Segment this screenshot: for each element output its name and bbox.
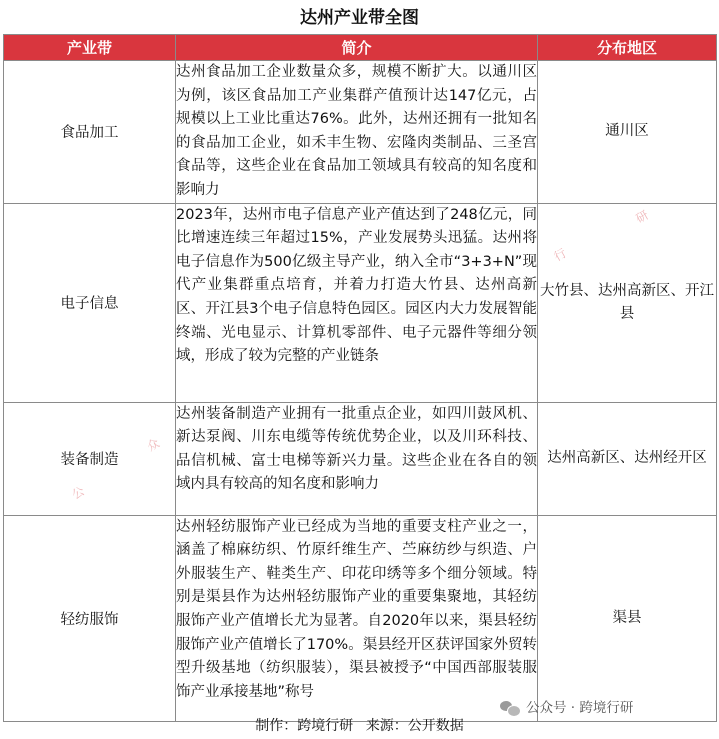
region-cell: 达州高新区、达州经开区 [538,402,717,515]
stamp-mark: 行 [551,245,569,264]
table-header-row [4,35,717,61]
region-cell: 通川区 [538,61,717,204]
column-header-description: 简介 [176,35,538,61]
table-row [4,203,717,402]
footer-maker: 制作：跨境行研 [255,718,354,734]
page-title: 达州产业带全图 [300,8,419,28]
description-cell: 达州食品加工企业数量众多，规模不断扩大。以通川区为例，该区食品加工产业集群产值预计达147亿元，占规模以上工业比重达76%。此外，达州还拥有一批知名的食品加工企业，如禾丰生物、宏隆肉类制品、三圣宫食品等，这些企业在食品加工领域具有较高的知名度和影响力 [176,61,538,204]
region-cell: 大竹县、达州高新区、开江县 [538,203,717,402]
stamp-mark: 众 [144,435,162,454]
industry-cell: 食品加工 [4,61,176,204]
footer [0,714,719,738]
column-header-industry: 产业带 [4,35,176,61]
industry-cell: 轻纺服饰 [4,515,176,721]
description-cell: 达州轻纺服饰产业已经成为当地的重要支柱产业之一，涵盖了棉麻纺织、竹原纤维生产、苎麻纺纱与织造、户外服装生产、鞋类生产、印花印绣等多个细分领域。特别是渠县作为达州轻纺服饰产业的重要集聚地，其轻纺服饰产业产值增长尤为显著。自2020年以来，渠县轻纺服饰产业产值增长了170%。渠县经开区获评国家外贸转型升级基地（纺织服装），渠县被授予“中国西部服装服饰产业承接基地”称号 [176,515,538,721]
table-row [4,515,717,721]
description-cell: 达州装备制造产业拥有一批重点企业，如四川鼓风机、新达泵阀、川东电缆等传统优势企业，以及川环科技、品信机械、富士电梯等新兴力量。这些企业在各自的领域内具有较高的知名度和影响力 [176,402,538,515]
table-row [4,402,717,515]
industry-cell: 装备制造 [4,402,176,515]
watermark-text: 公众号 · 跨境行研 [526,700,634,716]
stamp-mark: 研 [633,207,651,226]
table-row [4,61,717,204]
industry-table [3,34,717,722]
region-cell: 渠县 [538,515,717,721]
column-header-region: 分布地区 [538,35,717,61]
description-cell: 2023年，达州市电子信息产业产值达到了248亿元，同比增速连续三年超过15%，产业发展势头迅猛。达州将电子信息作为500亿级主导产业，纳入全市“3+3+N”现代产业集群重点培育，并着力打造大竹县、达州高新区、开江县3个电子信息特色园区。园区内大力发展智能终端、光电显示、计算机零部件、电子元器件等细分领域，形成了较为完整的产业链条 [176,203,538,402]
industry-cell: 电子信息 [4,203,176,402]
footer-source: 来源：公开数据 [365,718,464,734]
stamp-mark: 公 [69,483,87,502]
